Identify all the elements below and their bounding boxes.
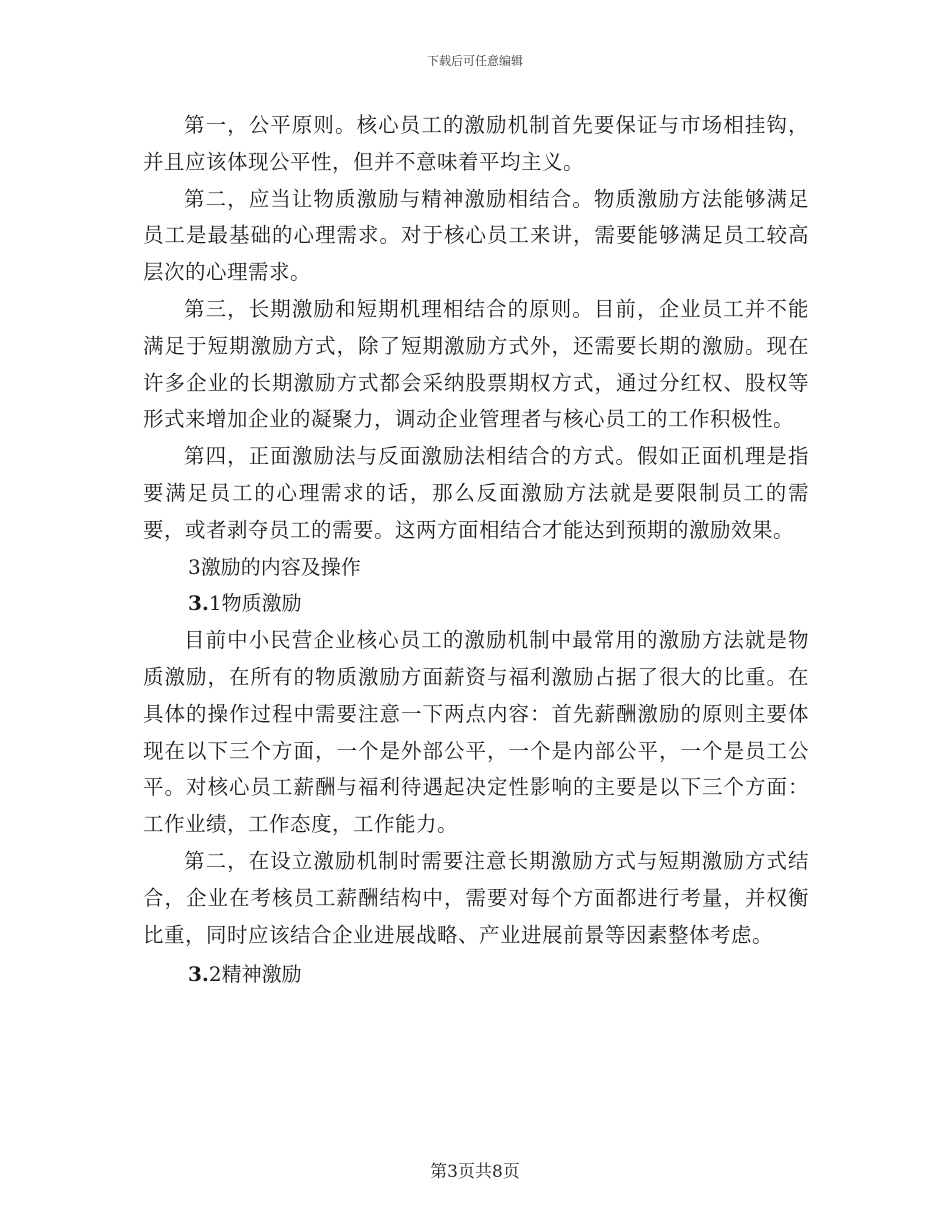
paragraph-material-incentive: 目前中小民营企业核心员工的激励机制中最常用的激励方法就是物质激励，在所有的物质激励方面薪资与福利激励占据了很大的比重。在具体的操作过程中需要注意一下两点内容：首先薪酬激励的原则主要体现在以下三个方面，一个是外部公平，一个是内部公平，一个是员工公平。对核心员工薪酬与福利待遇起决定性影响的主要是以下三个方面：工作业绩，工作态度，工作能力。	[143, 628, 809, 837]
section-title: 1物质激励	[208, 591, 302, 616]
section-number: 3.	[188, 591, 209, 616]
page-header: 下载后可任意编辑	[426, 54, 523, 68]
paragraph-material-spiritual: 第二，应当让物质激励与精神激励相结合。物质激励方法能够满足员工是最基础的心理需求。对于核心员工来讲，需要能够满足员工较高层次的心理需求。	[143, 186, 809, 285]
paragraph-long-short-combination: 第二，在设立激励机制时需要注意长期激励方式与短期激励方式结合，企业在考核员工薪酬结构中，需要对每个方面都进行考量，并权衡比重，同时应该结合企业进展战略、产业进展前景等因素整体考虑。	[143, 848, 809, 947]
document-body	[143, 107, 809, 993]
section-heading-3-2	[143, 956, 809, 993]
paragraph-long-short-term: 第三，长期激励和短期机理相结合的原则。目前，企业员工并不能满足于短期激励方式，除了短期激励方式外，还需要长期的激励。现在许多企业的长期激励方式都会采纳股票期权方式，通过分红权、股权等形式来增加企业的凝聚力，调动企业管理者与核心员工的工作积极性。	[143, 296, 809, 432]
section-heading-3: 3激励的内容及操作	[188, 554, 361, 579]
section-number: 3.	[188, 962, 209, 987]
page-footer: 第3页共8页	[430, 1162, 520, 1182]
section-title: 2精神激励	[208, 962, 302, 987]
section-heading-3-1	[143, 585, 809, 622]
paragraph-positive-negative: 第四，正面激励法与反面激励法相结合的方式。假如正面机理是指要满足员工的心理需求的话，那么反面激励方法就是要限制员工的需要，或者剥夺员工的需要。这两方面相结合才能达到预期的激励效果。	[143, 444, 809, 542]
paragraph-fairness-principle: 第一，公平原则。核心员工的激励机制首先要保证与市场相挂钩，并且应该体现公平性，但并不意味着平均主义。	[143, 113, 809, 174]
